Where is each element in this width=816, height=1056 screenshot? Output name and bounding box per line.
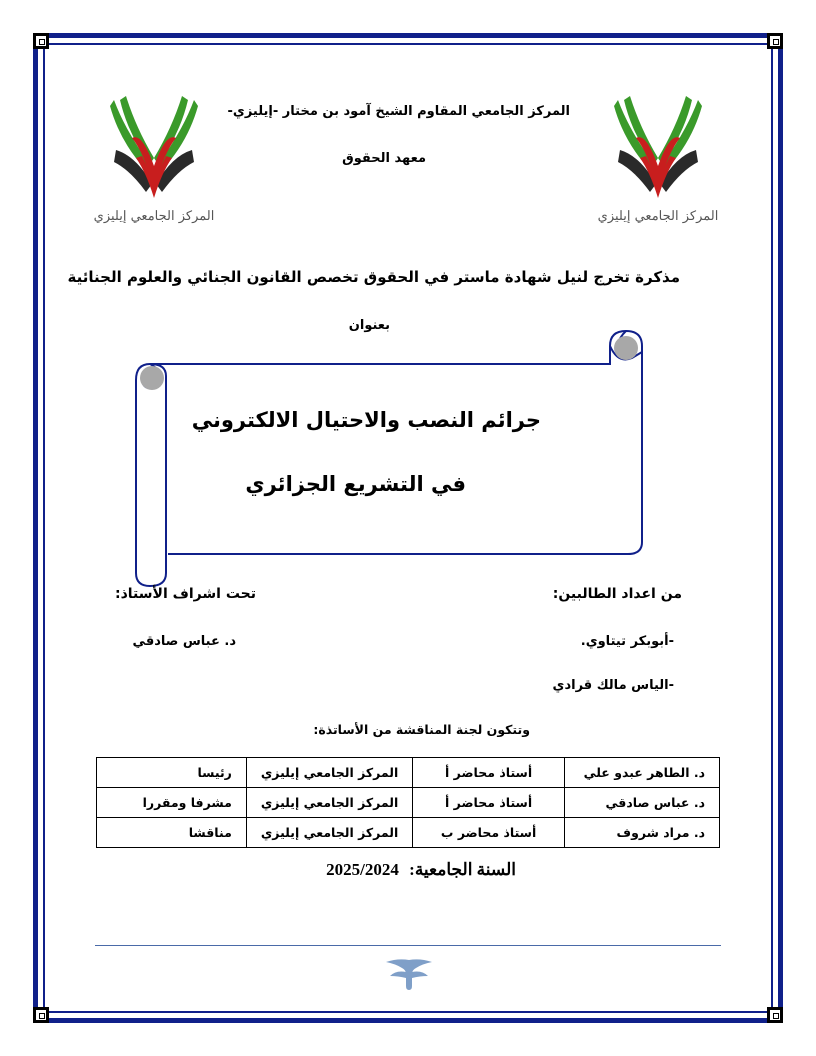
university-logo-left <box>93 92 215 232</box>
logo-caption: المركز الجامعي إيليزي <box>93 209 215 224</box>
title-scroll-frame <box>132 328 647 590</box>
logo-emblem <box>110 96 198 198</box>
titled-label: بعنوان <box>348 318 390 333</box>
footer-divider <box>95 945 721 946</box>
supervisor-name: د. عباس صادقي <box>132 634 236 649</box>
member-role: رئيسا <box>97 758 247 788</box>
member-name: د. الطاهر عبدو علي <box>564 758 719 788</box>
institution-name: المركز الجامعي المقاوم الشيخ آمود بن مختار -إيليزي- <box>227 104 570 119</box>
logo-caption: المركز الجامعي إيليزي <box>597 209 719 224</box>
frame-corner-ornament <box>33 33 49 49</box>
supervisor-heading: تحت اشراف الأستاذ: <box>115 586 256 602</box>
thesis-purpose: مذكرة تخرج لنيل شهادة ماستر في الحقوق تخصص القانون الجنائي والعلوم الجنائية <box>67 268 680 286</box>
thesis-title-line1: جرائم النصب والاحتيال الالكتروني <box>191 408 541 432</box>
student-name-1: -أبوبكر تيتاوي. <box>580 634 674 649</box>
academic-year-value: 2025/2024 <box>326 860 399 879</box>
thesis-title-line2: في التشريع الجزائري <box>245 472 466 496</box>
academic-year-label: السنة الجامعية: <box>409 860 516 879</box>
member-rank: أستاذ محاضر أ <box>413 788 565 818</box>
student-name-2: -الياس مالك قرادي <box>552 678 674 693</box>
frame-corner-ornament <box>33 1007 49 1023</box>
committee-heading: وتتكون لجنة المناقشة من الأساتذة: <box>313 722 530 737</box>
member-institution: المركز الجامعي إيليزي <box>246 758 412 788</box>
member-institution: المركز الجامعي إيليزي <box>246 818 412 848</box>
table-row <box>97 818 720 848</box>
frame-corner-ornament <box>767 1007 783 1023</box>
table-row <box>97 788 720 818</box>
students-heading: من اعداد الطالبين: <box>552 586 682 602</box>
member-institution: المركز الجامعي إيليزي <box>246 788 412 818</box>
frame-corner-ornament <box>767 33 783 49</box>
logo-emblem <box>614 96 702 198</box>
committee-table <box>96 757 720 848</box>
member-role: مشرفا ومقررا <box>97 788 247 818</box>
footer-ornament-icon <box>384 956 434 992</box>
member-name: د. عباس صادقي <box>564 788 719 818</box>
academic-year <box>326 860 516 880</box>
institute-name: معهد الحقوق <box>342 151 426 166</box>
member-rank: أستاذ محاضر أ <box>413 758 565 788</box>
university-logo-right <box>597 92 719 232</box>
member-role: مناقشا <box>97 818 247 848</box>
member-name: د. مراد شروف <box>564 818 719 848</box>
table-row <box>97 758 720 788</box>
member-rank: أستاذ محاضر ب <box>413 818 565 848</box>
